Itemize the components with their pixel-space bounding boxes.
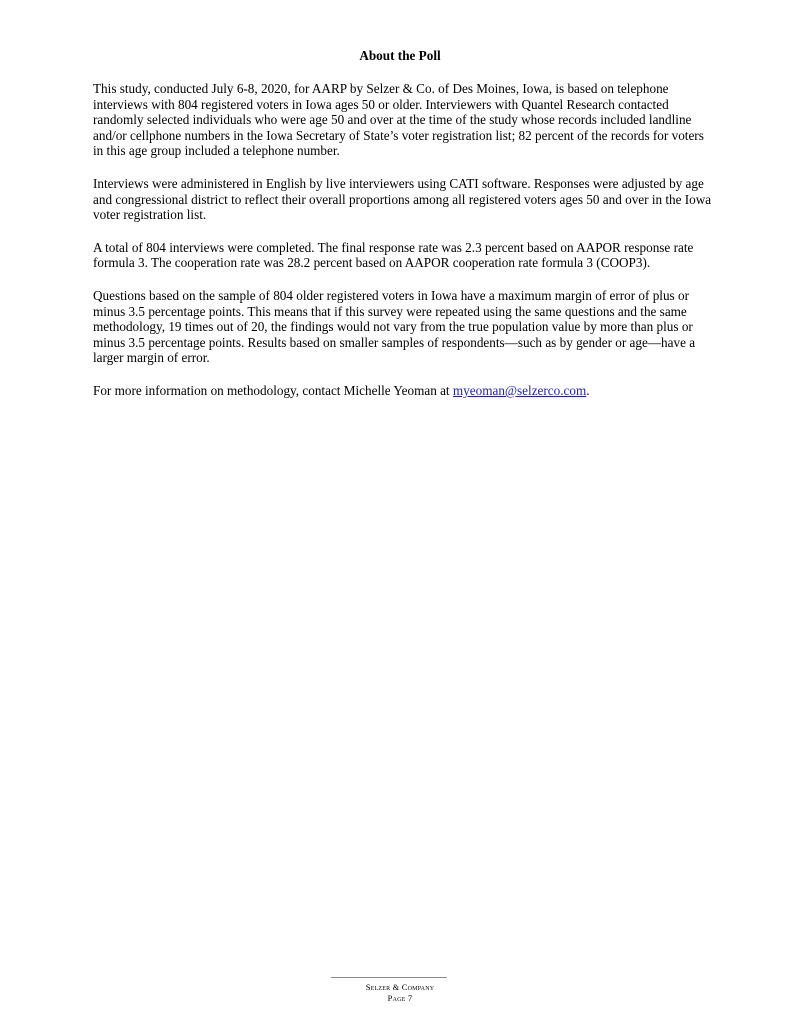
paragraph-margin-of-error: Questions based on the sample of 804 older registered voters in Iowa have a maximum margin of error of plus or minus 3.5 percentage points. This means that if this survey were repeated using the same questions and the same methodology, 19 times out of 20, the findings would not vary from the true population value by more than plus or minus 3.5 percentage points. Results based on smaller samples of respondents—such as by gender or age—have a larger margin of error. [93, 287, 696, 366]
footer-company: Selzer & Company [365, 982, 435, 992]
paragraph-contact [93, 383, 713, 399]
paragraph-study-overview: This study, conducted July 6-8, 2020, for AARP by Selzer & Co. of Des Moines, Iowa, is based on telephone interviews with 804 registered voters in Iowa ages 50 or older. Interviewers with Quantel Research contacted randomly selected individuals who were age 50 and over at the time of the study whose records included landline and/or cellphone numbers in the Iowa Secretary of State’s voter registration list; 82 percent of the records for voters in this age group included a telephone number. [93, 81, 704, 159]
paragraph-interview-method: Interviews were administered in English by live interviewers using CATI software. Responses were adjusted by age and congressional district to reflect their overall proportions among all registered voters ages 50 and over in the Iowa voter registration list. [93, 175, 712, 223]
page-footer [0, 982, 800, 1004]
contact-email-link[interactable]: myeoman@selzerco.com [452, 382, 587, 398]
contact-text: For more information on methodology, contact Michelle Yeoman at [93, 382, 453, 398]
page-title: About the Poll [359, 48, 441, 63]
document-body [93, 81, 713, 416]
paragraph-response-rates: A total of 804 interviews were completed. The final response rate was 2.3 percent based on AAPOR response rate formula 3. The cooperation rate was 28.2 percent based on AAPOR cooperation rate formula 3 (COOP3). [93, 239, 694, 271]
contact-period: . [586, 382, 590, 398]
footer-page-number: Page 7 [387, 993, 413, 1003]
footer-divider [331, 977, 447, 978]
